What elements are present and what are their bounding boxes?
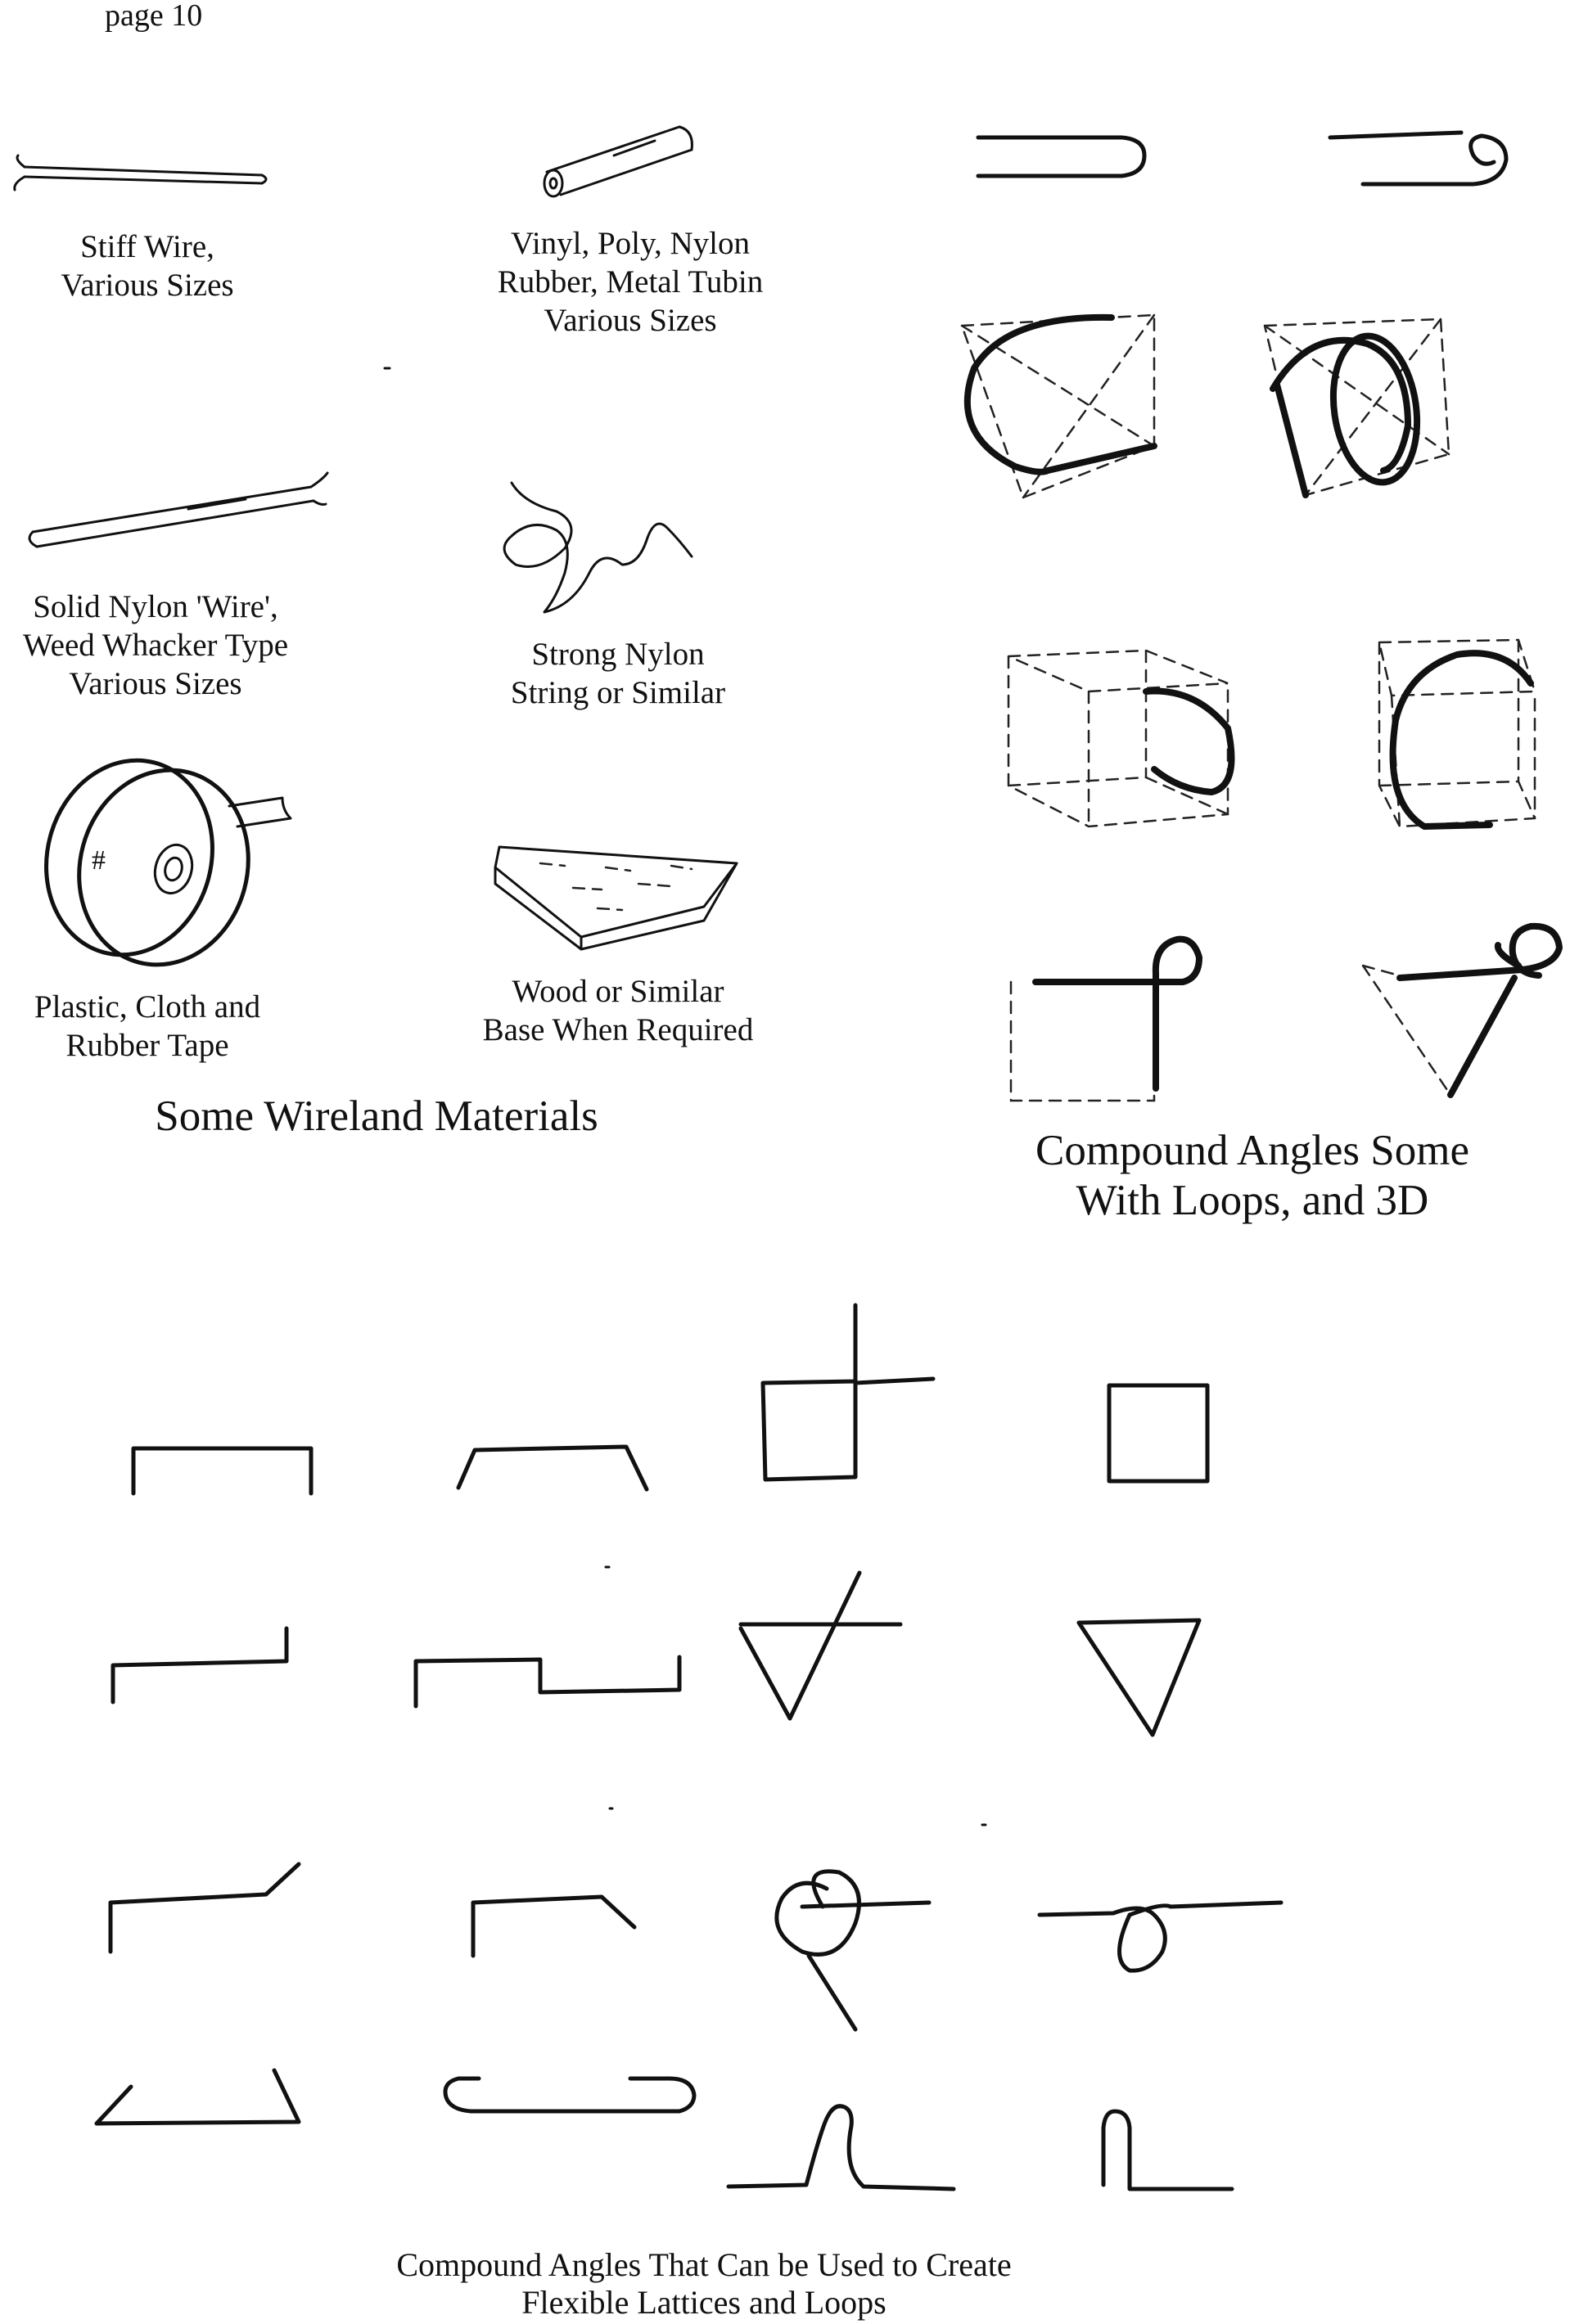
shape-row2-triangle <box>1079 1620 1199 1735</box>
label-line: Various Sizes <box>61 268 234 303</box>
heading-line: Flexible Lattices and Loops <box>521 2284 887 2321</box>
shape-row1-square <box>1109 1385 1207 1481</box>
string-sketch <box>504 483 692 612</box>
dashed-cube-3d-1 <box>1008 651 1232 826</box>
stiff-wire-sketch <box>15 155 266 190</box>
shape-row4-trapezoid <box>97 2070 299 2124</box>
tape-mark: # <box>92 845 106 876</box>
label-line: Plastic, Cloth and <box>34 989 261 1025</box>
label-line: Solid Nylon 'Wire', <box>33 589 278 624</box>
tape-roll-sketch <box>25 741 291 984</box>
page-number: page 10 <box>105 0 203 33</box>
label-line: Base When Required <box>482 1012 754 1047</box>
heading-materials: Some Wireland Materials <box>155 1092 598 1140</box>
u-bend-shape <box>978 137 1144 176</box>
shape-row4-bump-2 <box>1103 2111 1232 2189</box>
shape-row3-angle-2 <box>473 1897 634 1956</box>
label-line: Various Sizes <box>544 303 717 338</box>
shape-row1-square-cross <box>763 1305 933 1480</box>
shape-row2-zigzag <box>416 1657 679 1706</box>
label-line: Vinyl, Poly, Nylon <box>511 226 750 261</box>
label-line: Wood or Similar <box>512 974 724 1009</box>
shape-row3-angle-1 <box>111 1864 299 1952</box>
shape-row1-trapezoid <box>458 1447 647 1489</box>
scan-specks <box>385 368 986 1825</box>
dashed-cube-3d-2 <box>1379 640 1535 826</box>
label-line: Rubber Tape <box>65 1028 229 1063</box>
shape-row3-knot <box>777 1871 929 2029</box>
hook-loop-shape <box>1330 133 1506 184</box>
wood-base-sketch <box>495 847 737 949</box>
tubing-sketch <box>544 127 692 196</box>
label-line: String or Similar <box>510 675 726 710</box>
label-line: Rubber, Metal Tubin <box>497 264 764 300</box>
heading-line: Compound Angles That Can be Used to Create <box>396 2246 1012 2283</box>
shape-row3-loop <box>1040 1903 1281 1970</box>
label-line: Weed Whacker Type <box>22 628 289 663</box>
shape-row4-hairpin <box>445 2079 694 2111</box>
dashed-cube-loop-1 <box>962 315 1154 498</box>
triangle-loop-shape <box>1363 926 1559 1095</box>
label-line: Various Sizes <box>69 666 242 701</box>
nylon-wire-sketch <box>29 473 327 547</box>
heading-line: With Loops, and 3D <box>1076 1177 1429 1224</box>
shape-row4-bump-1 <box>729 2106 954 2189</box>
label-line: Stiff Wire, <box>80 229 214 264</box>
shape-row2-step <box>113 1628 286 1702</box>
shape-row1-open-box <box>133 1448 311 1493</box>
shape-row2-triangle-cross <box>741 1573 900 1718</box>
heading-line: Compound Angles Some <box>1035 1127 1470 1174</box>
square-loop-shape <box>1011 939 1199 1101</box>
dashed-cube-loop-2 <box>1265 319 1449 495</box>
label-line: Strong Nylon <box>531 637 705 672</box>
